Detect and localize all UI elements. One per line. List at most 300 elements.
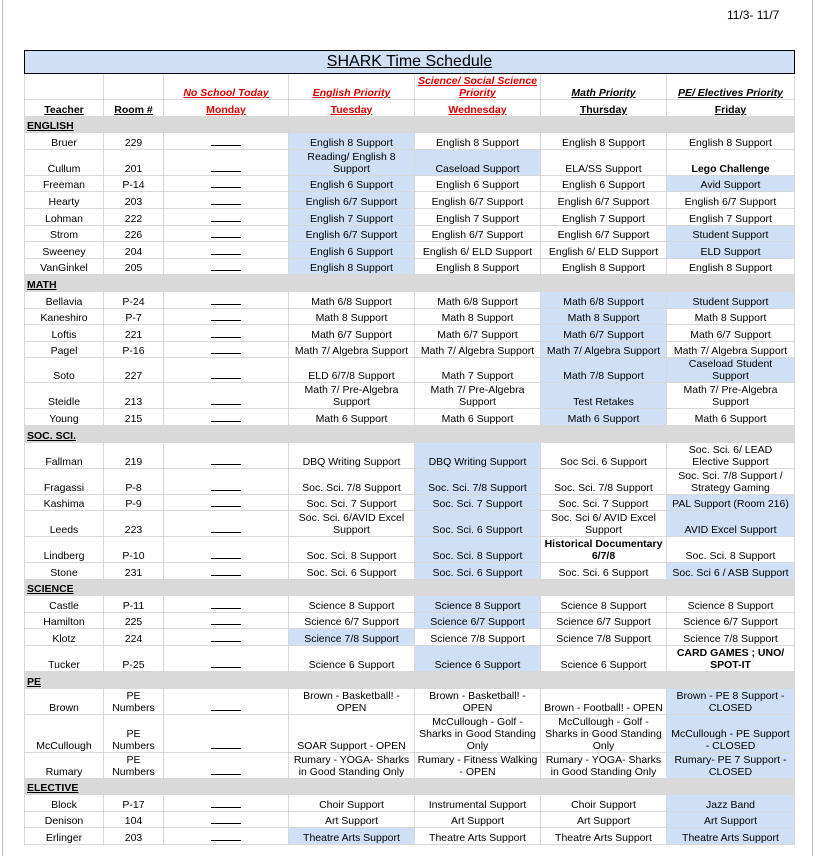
monday-cell bbox=[164, 225, 289, 242]
teacher-name: Tucker bbox=[25, 646, 104, 672]
table-row bbox=[25, 308, 795, 325]
monday-cell bbox=[164, 383, 289, 409]
tuesday-cell: Rumary - YOGA- Sharks in Good Standing Only bbox=[289, 752, 415, 778]
table-row bbox=[25, 192, 795, 209]
date-range: 11/3- 11/7 bbox=[727, 8, 780, 22]
wednesday-cell: Science 6/7 Support bbox=[415, 612, 541, 629]
wednesday-cell: Soc. Sci. 8 Support bbox=[415, 537, 541, 563]
wednesday-cell: Soc. Sci. 6 Support bbox=[415, 563, 541, 580]
room-number: P-14 bbox=[104, 175, 164, 192]
table-row bbox=[25, 688, 795, 714]
section-row bbox=[25, 672, 795, 689]
thursday-cell: English 7 Support bbox=[541, 208, 667, 225]
blank-line bbox=[211, 704, 241, 711]
teacher-name: Kaneshiro bbox=[25, 308, 104, 325]
wednesday-cell: English 6/7 Support bbox=[415, 225, 541, 242]
teacher-name: Freeman bbox=[25, 175, 104, 192]
friday-cell: Soc. Sci. 8 Support bbox=[667, 537, 795, 563]
blank-line bbox=[211, 415, 241, 422]
tuesday-cell: DBQ Writing Support bbox=[289, 442, 415, 468]
blank-line bbox=[211, 526, 241, 533]
thursday-cell: Art Support bbox=[541, 811, 667, 828]
thursday-cell: Theatre Arts Support bbox=[541, 828, 667, 845]
tuesday-cell: Art Support bbox=[289, 811, 415, 828]
priority-friday: PE/ Electives Priority bbox=[667, 74, 795, 100]
teacher-name: Hamilton bbox=[25, 612, 104, 629]
room-number: PE Numbers bbox=[104, 688, 164, 714]
wednesday-cell: English 8 Support bbox=[415, 258, 541, 275]
teacher-name: Lindberg bbox=[25, 537, 104, 563]
wednesday-cell: McCullough - Golf - Sharks in Good Standing Only bbox=[415, 714, 541, 752]
monday-cell bbox=[164, 308, 289, 325]
monday-cell bbox=[164, 341, 289, 358]
table-row bbox=[25, 714, 795, 752]
blank-line bbox=[211, 618, 241, 625]
friday-cell: Science 6/7 Support bbox=[667, 612, 795, 629]
tuesday-cell: English 8 Support bbox=[289, 133, 415, 150]
room-number: 223 bbox=[104, 511, 164, 537]
monday-cell bbox=[164, 612, 289, 629]
room-number: 203 bbox=[104, 828, 164, 845]
priority-wednesday: Science/ Social Science Priority bbox=[415, 74, 541, 100]
blank-line bbox=[211, 264, 241, 271]
wednesday-cell: English 8 Support bbox=[415, 133, 541, 150]
table-row bbox=[25, 225, 795, 242]
room-number: 222 bbox=[104, 208, 164, 225]
friday-cell: Soc. Sci 6 / ASB Support bbox=[667, 563, 795, 580]
friday-cell: Math 8 Support bbox=[667, 308, 795, 325]
teacher-name: Klotz bbox=[25, 629, 104, 646]
tuesday-cell: Science 6 Support bbox=[289, 646, 415, 672]
thursday-cell: English 6/7 Support bbox=[541, 225, 667, 242]
table-row bbox=[25, 752, 795, 778]
table-row bbox=[25, 325, 795, 342]
wednesday-cell: Math 7/ Algebra Support bbox=[415, 341, 541, 358]
thursday-cell: English 6/7 Support bbox=[541, 192, 667, 209]
table-row bbox=[25, 811, 795, 828]
table-row bbox=[25, 494, 795, 511]
teacher-name: Cullum bbox=[25, 149, 104, 175]
wednesday-cell: Instrumental Support bbox=[415, 795, 541, 812]
monday-cell bbox=[164, 688, 289, 714]
wednesday-cell: Soc. Sci. 7 Support bbox=[415, 494, 541, 511]
teacher-name: Stone bbox=[25, 563, 104, 580]
monday-cell bbox=[164, 325, 289, 342]
room-number: P-25 bbox=[104, 646, 164, 672]
wednesday-cell: English 6/7 Support bbox=[415, 192, 541, 209]
tuesday-cell: Soc. Sci. 7/8 Support bbox=[289, 468, 415, 494]
friday-cell: Avid Support bbox=[667, 175, 795, 192]
room-number: P-24 bbox=[104, 291, 164, 308]
friday-cell: Student Support bbox=[667, 225, 795, 242]
monday-cell bbox=[164, 811, 289, 828]
blank-line bbox=[211, 248, 241, 255]
tuesday-cell: Theatre Arts Support bbox=[289, 828, 415, 845]
friday-cell: AVID Excel Support bbox=[667, 511, 795, 537]
friday-cell: ELD Support bbox=[667, 242, 795, 259]
blank-line bbox=[211, 817, 241, 824]
room-number: 226 bbox=[104, 225, 164, 242]
tuesday-cell: Reading/ English 8 Support bbox=[289, 149, 415, 175]
room-number: 213 bbox=[104, 383, 164, 409]
table-row bbox=[25, 596, 795, 613]
friday-cell: Soc. Sci. 7/8 Support / Strategy Gaming bbox=[667, 468, 795, 494]
room-number: PE Numbers bbox=[104, 752, 164, 778]
room-number: 215 bbox=[104, 409, 164, 426]
friday-cell: Caseload Student Support bbox=[667, 358, 795, 383]
wednesday-cell: Soc. Sci. 6 Support bbox=[415, 511, 541, 537]
table-row bbox=[25, 442, 795, 468]
friday-cell: English 8 Support bbox=[667, 258, 795, 275]
teacher-name: Young bbox=[25, 409, 104, 426]
monday-cell bbox=[164, 468, 289, 494]
teacher-name: Bruer bbox=[25, 133, 104, 150]
monday-cell bbox=[164, 511, 289, 537]
blank-line bbox=[211, 801, 241, 808]
priority-tuesday: English Priority bbox=[289, 74, 415, 100]
wednesday-cell: English 6 Support bbox=[415, 175, 541, 192]
monday-cell bbox=[164, 242, 289, 259]
blank-line bbox=[211, 661, 241, 668]
thursday-cell: Soc. Sci 6/ AVID Excel Support bbox=[541, 511, 667, 537]
thursday-cell: Soc. Sci. 7/8 Support bbox=[541, 468, 667, 494]
wednesday-cell: Rumary - Fitness Walking - OPEN bbox=[415, 752, 541, 778]
teacher-name: Loftis bbox=[25, 325, 104, 342]
thursday-cell: Math 8 Support bbox=[541, 308, 667, 325]
table-row bbox=[25, 383, 795, 409]
room-number: P-17 bbox=[104, 795, 164, 812]
header-monday: Monday bbox=[164, 100, 289, 117]
teacher-name: Brown bbox=[25, 688, 104, 714]
wednesday-cell: Math 6/8 Support bbox=[415, 291, 541, 308]
thursday-cell: English 8 Support bbox=[541, 258, 667, 275]
tuesday-cell: Math 6 Support bbox=[289, 409, 415, 426]
blank-line bbox=[211, 484, 241, 491]
thursday-cell: Math 6 Support bbox=[541, 409, 667, 426]
tuesday-cell: Soc. Sci. 7 Support bbox=[289, 494, 415, 511]
tuesday-cell: ELD 6/7/8 Support bbox=[289, 358, 415, 383]
wednesday-cell: Art Support bbox=[415, 811, 541, 828]
wednesday-cell: Science 6 Support bbox=[415, 646, 541, 672]
monday-cell bbox=[164, 133, 289, 150]
header-teacher: Teacher bbox=[25, 100, 104, 117]
teacher-name: Rumary bbox=[25, 752, 104, 778]
teacher-name: Block bbox=[25, 795, 104, 812]
room-number: P-10 bbox=[104, 537, 164, 563]
room-number: P-7 bbox=[104, 308, 164, 325]
thursday-cell: Soc Sci. 6 Support bbox=[541, 442, 667, 468]
table-row bbox=[25, 133, 795, 150]
blank-line bbox=[211, 635, 241, 642]
thursday-cell: English 8 Support bbox=[541, 133, 667, 150]
thursday-cell: Historical Documentary 6/7/8 bbox=[541, 537, 667, 563]
monday-cell bbox=[164, 646, 289, 672]
room-number: P-11 bbox=[104, 596, 164, 613]
tuesday-cell: English 6 Support bbox=[289, 242, 415, 259]
teacher-name: Pagel bbox=[25, 341, 104, 358]
thursday-cell: Science 7/8 Support bbox=[541, 629, 667, 646]
room-number: 104 bbox=[104, 811, 164, 828]
tuesday-cell: English 6/7 Support bbox=[289, 225, 415, 242]
teacher-name: Erlinger bbox=[25, 828, 104, 845]
friday-cell: Science 7/8 Support bbox=[667, 629, 795, 646]
monday-cell bbox=[164, 494, 289, 511]
friday-cell: McCullough - PE Support - CLOSED bbox=[667, 714, 795, 752]
table-row bbox=[25, 291, 795, 308]
header-wednesday: Wednesday bbox=[415, 100, 541, 117]
header-tuesday: Tuesday bbox=[289, 100, 415, 117]
teacher-name: Strom bbox=[25, 225, 104, 242]
tuesday-cell: English 8 Support bbox=[289, 258, 415, 275]
room-number: 201 bbox=[104, 149, 164, 175]
thursday-cell: Test Retakes bbox=[541, 383, 667, 409]
tuesday-cell: SOAR Support - OPEN bbox=[289, 714, 415, 752]
blank-line bbox=[211, 372, 241, 379]
table-row bbox=[25, 511, 795, 537]
blank-line bbox=[211, 331, 241, 338]
room-number: 224 bbox=[104, 629, 164, 646]
section-label: SOC. SCI. bbox=[25, 425, 104, 442]
friday-cell: CARD GAMES ; UNO/ SPOT-IT bbox=[667, 646, 795, 672]
wednesday-cell: English 7 Support bbox=[415, 208, 541, 225]
thursday-cell: Rumary - YOGA- Sharks in Good Standing Only bbox=[541, 752, 667, 778]
room-number: 227 bbox=[104, 358, 164, 383]
wednesday-cell: DBQ Writing Support bbox=[415, 442, 541, 468]
room-number: P-16 bbox=[104, 341, 164, 358]
room-number: 204 bbox=[104, 242, 164, 259]
friday-cell: Math 6/7 Support bbox=[667, 325, 795, 342]
wednesday-cell: Math 7/ Pre-Algebra Support bbox=[415, 383, 541, 409]
thursday-cell: Math 7/8 Support bbox=[541, 358, 667, 383]
friday-cell: English 6/7 Support bbox=[667, 192, 795, 209]
teacher-name: Sweeney bbox=[25, 242, 104, 259]
table-row bbox=[25, 629, 795, 646]
monday-cell bbox=[164, 149, 289, 175]
header-room: Room # bbox=[104, 100, 164, 117]
monday-cell bbox=[164, 291, 289, 308]
section-row bbox=[25, 778, 795, 795]
friday-cell: English 8 Support bbox=[667, 133, 795, 150]
table-row bbox=[25, 468, 795, 494]
section-label: ENGLISH bbox=[25, 116, 104, 133]
blank-line bbox=[211, 398, 241, 405]
section-label: ELECTIVE bbox=[25, 778, 104, 795]
tuesday-cell: Soc. Sci. 6/AVID Excel Support bbox=[289, 511, 415, 537]
table-row bbox=[25, 795, 795, 812]
blank-line bbox=[211, 742, 241, 749]
header-row bbox=[25, 100, 795, 117]
blank-line bbox=[211, 139, 241, 146]
teacher-name: McCullough bbox=[25, 714, 104, 752]
room-number: 221 bbox=[104, 325, 164, 342]
section-row bbox=[25, 579, 795, 596]
section-row bbox=[25, 275, 795, 292]
friday-cell: Science 8 Support bbox=[667, 596, 795, 613]
wednesday-cell: Math 6 Support bbox=[415, 409, 541, 426]
monday-cell bbox=[164, 192, 289, 209]
monday-cell bbox=[164, 409, 289, 426]
blank-line bbox=[211, 198, 241, 205]
table-row bbox=[25, 828, 795, 845]
friday-cell: English 7 Support bbox=[667, 208, 795, 225]
tuesday-cell: Math 7/ Algebra Support bbox=[289, 341, 415, 358]
wednesday-cell: Brown - Basketball! - OPEN bbox=[415, 688, 541, 714]
room-number: 231 bbox=[104, 563, 164, 580]
room-number: P-9 bbox=[104, 494, 164, 511]
table-row bbox=[25, 358, 795, 383]
section-label: PE bbox=[25, 672, 104, 689]
monday-cell bbox=[164, 596, 289, 613]
blank-line bbox=[211, 298, 241, 305]
blank-line bbox=[211, 458, 241, 465]
teacher-name: Hearty bbox=[25, 192, 104, 209]
thursday-cell: Math 6/7 Support bbox=[541, 325, 667, 342]
blank-line bbox=[211, 181, 241, 188]
friday-cell: PAL Support (Room 216) bbox=[667, 494, 795, 511]
priority-monday: No School Today bbox=[164, 74, 289, 100]
thursday-cell: Science 6/7 Support bbox=[541, 612, 667, 629]
header-thursday: Thursday bbox=[541, 100, 667, 117]
room-number: 205 bbox=[104, 258, 164, 275]
monday-cell bbox=[164, 208, 289, 225]
table-row bbox=[25, 149, 795, 175]
tuesday-cell: Math 7/ Pre-Algebra Support bbox=[289, 383, 415, 409]
wednesday-cell: Math 8 Support bbox=[415, 308, 541, 325]
wednesday-cell: English 6/ ELD Support bbox=[415, 242, 541, 259]
blank-line bbox=[211, 215, 241, 222]
teacher-name: Steidle bbox=[25, 383, 104, 409]
friday-cell: Math 6 Support bbox=[667, 409, 795, 426]
blank-line bbox=[211, 552, 241, 559]
teacher-name: Fragassi bbox=[25, 468, 104, 494]
friday-cell: Student Support bbox=[667, 291, 795, 308]
room-number: P-8 bbox=[104, 468, 164, 494]
section-label: SCIENCE bbox=[25, 579, 104, 596]
section-row bbox=[25, 425, 795, 442]
tuesday-cell: Science 7/8 Support bbox=[289, 629, 415, 646]
monday-cell bbox=[164, 563, 289, 580]
blank-line bbox=[211, 314, 241, 321]
blank-line bbox=[211, 165, 241, 172]
table-row bbox=[25, 563, 795, 580]
thursday-cell: English 6 Support bbox=[541, 175, 667, 192]
monday-cell bbox=[164, 442, 289, 468]
wednesday-cell: Science 7/8 Support bbox=[415, 629, 541, 646]
table-row bbox=[25, 537, 795, 563]
monday-cell bbox=[164, 714, 289, 752]
thursday-cell: Choir Support bbox=[541, 795, 667, 812]
thursday-cell: Math 6/8 Support bbox=[541, 291, 667, 308]
room-number: PE Numbers bbox=[104, 714, 164, 752]
thursday-cell: Soc. Sci. 6 Support bbox=[541, 563, 667, 580]
room-number: 203 bbox=[104, 192, 164, 209]
title-row bbox=[25, 51, 795, 74]
section-label: MATH bbox=[25, 275, 104, 292]
monday-cell bbox=[164, 629, 289, 646]
wednesday-cell: Theatre Arts Support bbox=[415, 828, 541, 845]
monday-cell bbox=[164, 795, 289, 812]
teacher-name: VanGinkel bbox=[25, 258, 104, 275]
teacher-name: Leeds bbox=[25, 511, 104, 537]
monday-cell bbox=[164, 752, 289, 778]
wednesday-cell: Math 7 Support bbox=[415, 358, 541, 383]
tuesday-cell: Math 6/8 Support bbox=[289, 291, 415, 308]
friday-cell: Art Support bbox=[667, 811, 795, 828]
blank-line bbox=[211, 347, 241, 354]
thursday-cell: Science 8 Support bbox=[541, 596, 667, 613]
monday-cell bbox=[164, 828, 289, 845]
friday-cell: Soc. Sci. 6/ LEAD Elective Support bbox=[667, 442, 795, 468]
section-row bbox=[25, 116, 795, 133]
tuesday-cell: Math 8 Support bbox=[289, 308, 415, 325]
tuesday-cell: Brown - Basketball! - OPEN bbox=[289, 688, 415, 714]
table-row bbox=[25, 175, 795, 192]
monday-cell bbox=[164, 258, 289, 275]
priority-thursday: Math Priority bbox=[541, 74, 667, 100]
blank-line bbox=[211, 834, 241, 841]
thursday-cell: Math 7/ Algebra Support bbox=[541, 341, 667, 358]
tuesday-cell: Choir Support bbox=[289, 795, 415, 812]
friday-cell: Math 7/ Pre-Algebra Support bbox=[667, 383, 795, 409]
monday-cell bbox=[164, 358, 289, 383]
thursday-cell: McCullough - Golf - Sharks in Good Standing Only bbox=[541, 714, 667, 752]
tuesday-cell: English 6 Support bbox=[289, 175, 415, 192]
table-row bbox=[25, 646, 795, 672]
tuesday-cell: Soc. Sci. 8 Support bbox=[289, 537, 415, 563]
blank-line bbox=[211, 768, 241, 775]
schedule-table bbox=[24, 50, 795, 845]
schedule-title: SHARK Time Schedule bbox=[25, 51, 795, 74]
thursday-cell: Science 6 Support bbox=[541, 646, 667, 672]
wednesday-cell: Caseload Support bbox=[415, 149, 541, 175]
table-row bbox=[25, 258, 795, 275]
teacher-name: Lohman bbox=[25, 208, 104, 225]
monday-cell bbox=[164, 537, 289, 563]
header-friday: Friday bbox=[667, 100, 795, 117]
blank-line bbox=[211, 602, 241, 609]
tuesday-cell: Science 6/7 Support bbox=[289, 612, 415, 629]
table-row bbox=[25, 612, 795, 629]
wednesday-cell: Math 6/7 Support bbox=[415, 325, 541, 342]
table-row bbox=[25, 242, 795, 259]
teacher-name: Soto bbox=[25, 358, 104, 383]
room-number: 229 bbox=[104, 133, 164, 150]
teacher-name: Fallman bbox=[25, 442, 104, 468]
blank-line bbox=[211, 569, 241, 576]
thursday-cell: Soc. Sci. 7 Support bbox=[541, 494, 667, 511]
thursday-cell: Brown - Football! - OPEN bbox=[541, 688, 667, 714]
teacher-name: Castle bbox=[25, 596, 104, 613]
room-number: 219 bbox=[104, 442, 164, 468]
priority-row bbox=[25, 74, 795, 100]
friday-cell: Lego Challenge bbox=[667, 149, 795, 175]
teacher-name: Denison bbox=[25, 811, 104, 828]
tuesday-cell: Soc. Sci. 6 Support bbox=[289, 563, 415, 580]
teacher-name: Kashima bbox=[25, 494, 104, 511]
blank-line bbox=[211, 500, 241, 507]
friday-cell: Math 7/ Algebra Support bbox=[667, 341, 795, 358]
friday-cell: Jazz Band bbox=[667, 795, 795, 812]
tuesday-cell: Math 6/7 Support bbox=[289, 325, 415, 342]
friday-cell: Brown - PE 8 Support - CLOSED bbox=[667, 688, 795, 714]
table-row bbox=[25, 208, 795, 225]
table-row bbox=[25, 341, 795, 358]
friday-cell: Rumary- PE 7 Support - CLOSED bbox=[667, 752, 795, 778]
thursday-cell: English 6/ ELD Support bbox=[541, 242, 667, 259]
tuesday-cell: English 7 Support bbox=[289, 208, 415, 225]
room-number: 225 bbox=[104, 612, 164, 629]
tuesday-cell: English 6/7 Support bbox=[289, 192, 415, 209]
